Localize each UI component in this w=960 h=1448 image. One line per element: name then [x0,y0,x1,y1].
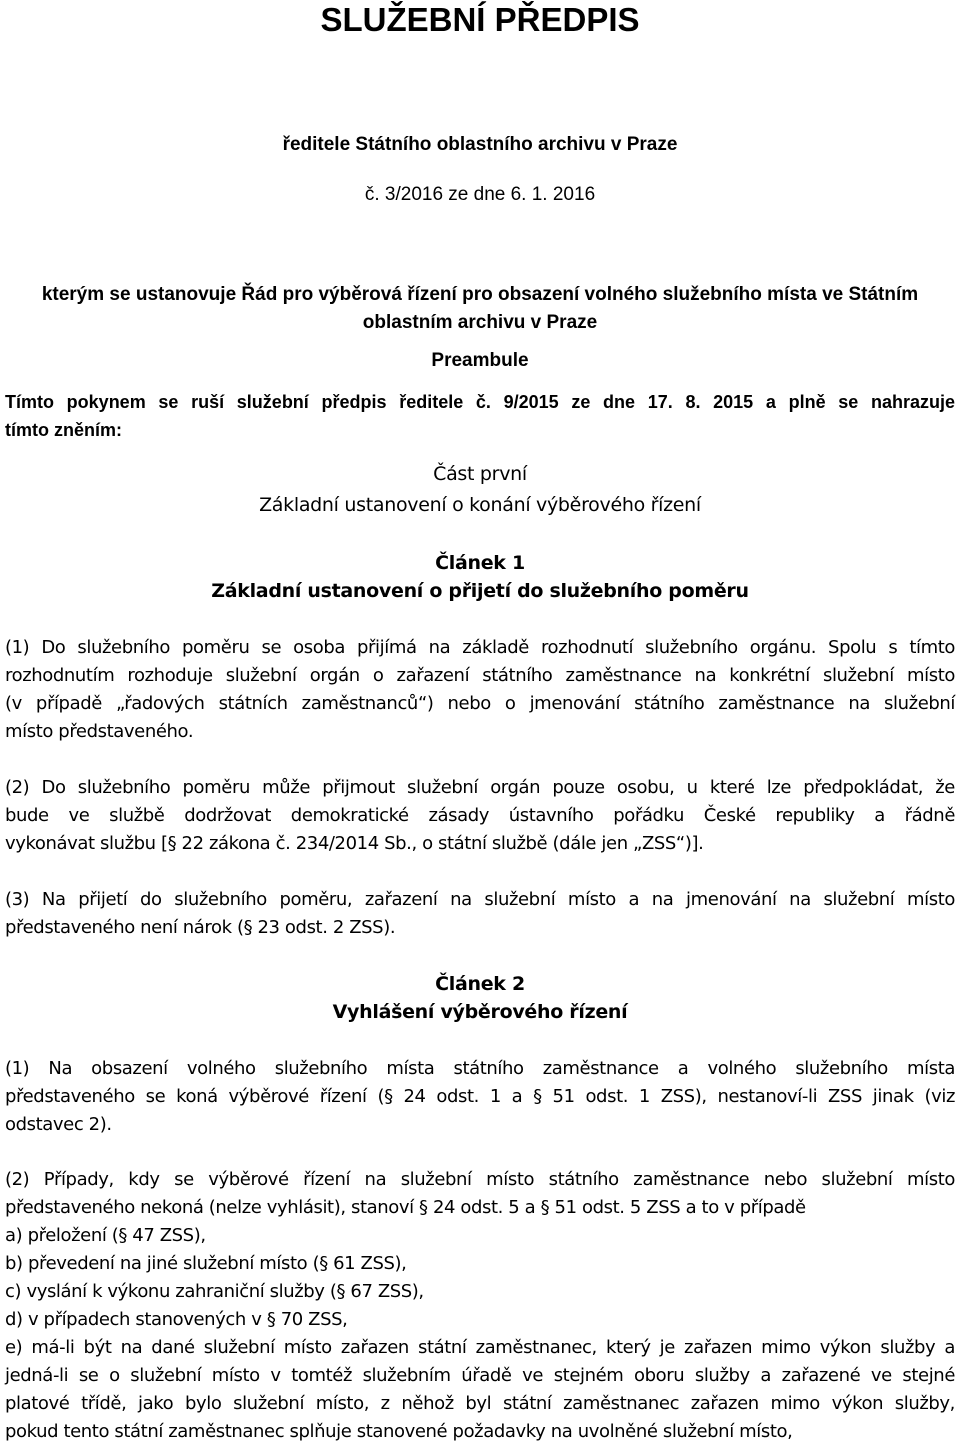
list-item: platové třídě, jako bylo služební místo, z něhož byl státní zaměstnanec zařazen mimo výkon služby, [5,1393,955,1414]
paragraph-line: (2) Případy, kdy se výběrové řízení na služební místo státního zaměstnance nebo služební místo [5,1169,955,1190]
article1-paragraph-2 [5,774,955,858]
paragraph-line: představeného nekoná (nelze vyhlásit), stanoví § 24 odst. 5 a § 51 odst. 5 ZSS a to v případě [5,1197,806,1218]
paragraph-line: představeného není nárok (§ 23 odst. 2 ZSS). [5,917,396,938]
preamble-line-2: tímto zněním: [5,420,122,440]
paragraph-line: (3) Na přijetí do služebního poměru, zařazení na služební místo a na jmenování na služební místo [5,889,955,910]
article1-paragraph-1 [5,634,955,746]
purpose-line-1: kterým se ustanovuje Řád pro výběrová řízení pro obsazení volného služebního místa ve Státním [41,284,919,305]
list-item: pokud tento státní zaměstnanec splňuje stanovené požadavky na uvolněné služební místo, [5,1421,793,1442]
paragraph-line: vykonávat službu [§ 22 zákona č. 234/2014 Sb., o státní službě (dále jen „ZSS“)]. [5,833,704,854]
article1-paragraph-3 [5,886,955,942]
paragraph-line: místo představeného. [5,721,194,742]
list-item: b) převedení na jiné služební místo (§ 61 ZSS), [5,1253,407,1274]
part1-subheading: Základní ustanovení o konání výběrového řízení [259,494,701,516]
purpose-line-2: oblastním archivu v Praze [362,312,598,333]
article1-subheading: Základní ustanovení o přijetí do služebního poměru [211,580,749,602]
paragraph-line: bude ve službě dodržovat demokratické zásady ústavního pořádku České republiky a řádně [5,805,955,826]
paragraph-line: (2) Do služebního poměru může přijmout služební orgán pouze osobu, u které lze předpokládat, že [5,777,955,798]
preamble-line-1: Tímto pokynem se ruší služební předpis ředitele č. 9/2015 ze dne 17. 8. 2015 a plně se nahrazuje [5,392,955,412]
article2-subheading: Vyhlášení výběrového řízení [332,1001,628,1023]
issuer-line: ředitele Státního oblastního archivu v Praze [282,134,678,155]
paragraph-line: (1) Do služebního poměru se osoba přijímá na základě rozhodnutí služebního orgánu. Spolu s tímto [5,637,955,658]
article2-heading: Článek 2 [435,973,525,995]
list-item: d) v případech stanovených v § 70 ZSS, [5,1309,348,1330]
paragraph-line: (v případě „řadových státních zaměstnanců“) nebo o jmenování státního zaměstnance na služební [5,693,955,714]
part1-heading: Část první [433,463,527,485]
article1-heading: Článek 1 [435,552,525,574]
document-title: SLUŽEBNÍ PŘEDPIS [320,1,640,38]
list-item: c) vyslání k výkonu zahraniční služby (§ 67 ZSS), [5,1281,424,1302]
paragraph-line: odstavec 2). [5,1114,112,1135]
article2-paragraph-2 [5,1166,955,1446]
preamble-text [5,388,955,444]
preamble-heading: Preambule [431,350,529,371]
paragraph-line: (1) Na obsazení volného služebního místa státního zaměstnance a volného služebního místa [5,1058,955,1079]
list-item: a) přeložení (§ 47 ZSS), [5,1225,206,1246]
article2-paragraph-1 [5,1055,955,1139]
number-date-line: č. 3/2016 ze dne 6. 1. 2016 [364,184,596,205]
list-item: jedná-li se o služební místo v tomtéž služebním úřadě ve stejném oboru služby a zařazené ve stejné [5,1365,955,1386]
paragraph-line: představeného se koná výběrové řízení (§ 24 odst. 1 a § 51 odst. 1 ZSS), nestanoví-li ZSS jinak (viz [5,1086,955,1107]
list-item: e) má-li být na dané služební místo zařazen státní zaměstnanec, který je zařazen mimo výkon služby a [5,1337,955,1358]
paragraph-line: rozhodnutím rozhoduje služební orgán o zařazení státního zaměstnance na konkrétní služební místo [5,665,955,686]
